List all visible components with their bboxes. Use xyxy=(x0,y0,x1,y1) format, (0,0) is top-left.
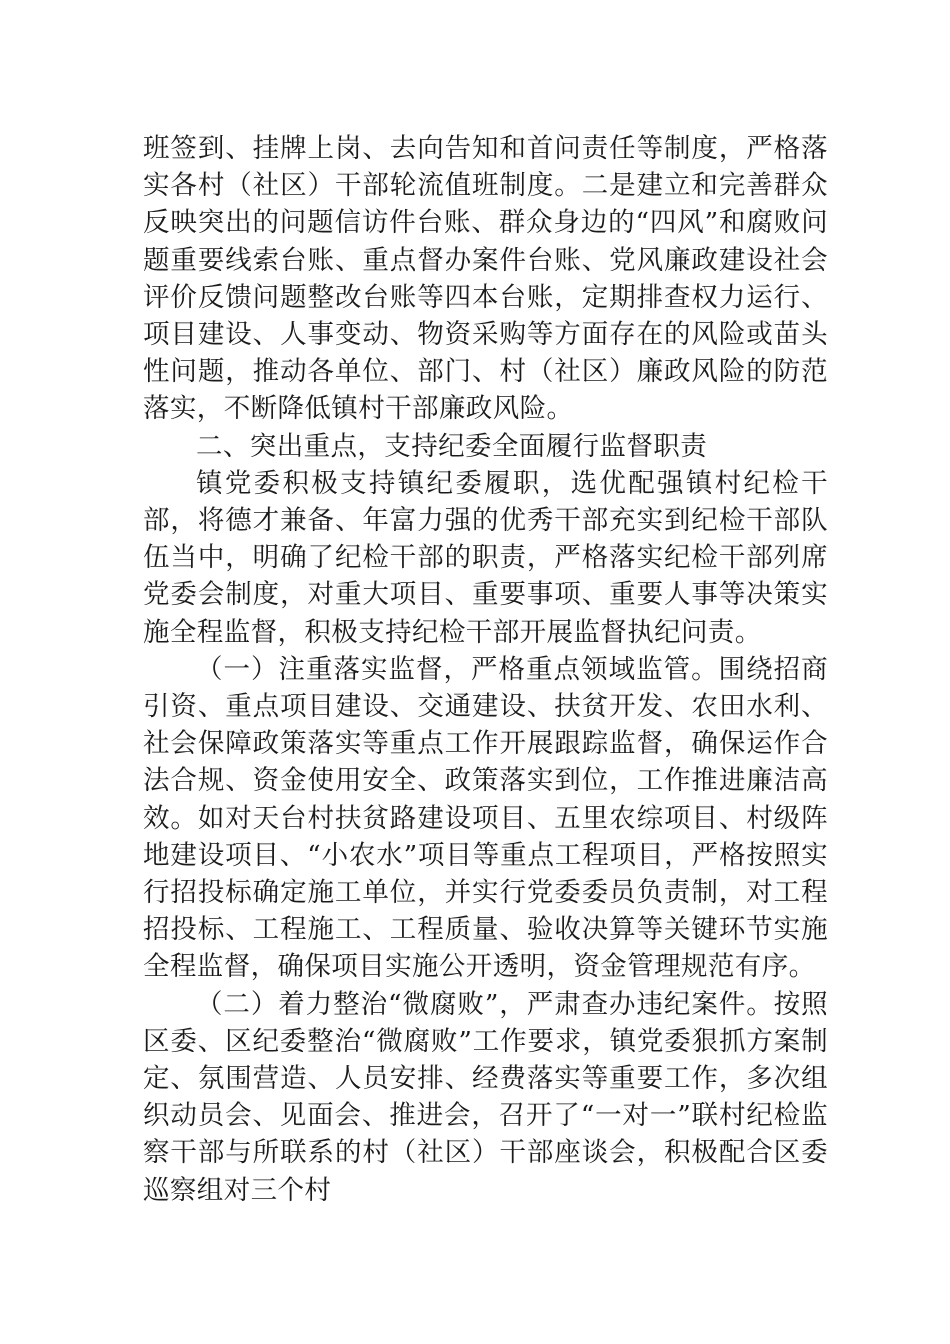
paragraph-subsection-2: （二）着力整治“微腐败”，严肃查办违纪案件。按照区委、区纪委整治“微腐败”工作要求，镇党委狠抓方案制定、氛围营造、人员安排、经费落实等重要工作，多次组织动员会、见面会、推进会，召开了“一对一”联村纪检监察干部与所联系的村（社区）干部座谈会，积极配合区委巡察组对三个村 xyxy=(143,988,828,1206)
paragraph-subsection-1: （一）注重落实监督，严格重点领域监管。围绕招商引资、重点项目建设、交通建设、扶贫开发、农田水利、社会保障政策落实等重点工作开展跟踪监督，确保运作合法合规、资金使用安全、政策落实到位，工作推进廉洁高效。如对天台村扶贫路建设项目、五里农综项目、村级阵地建设项目、“小农水”项目等重点工程项目，严格按照实行招投标确定施工单位，并实行党委委员负责制，对工程招投标、工程施工、工程质量、验收决算等关键环节实施全程监督，确保项目实施公开透明，资金管理规范有序。 xyxy=(143,653,828,983)
paragraph: 镇党委积极支持镇纪委履职，选优配强镇村纪检干部，将德才兼备、年富力强的优秀干部充实到纪检干部队伍当中，明确了纪检干部的职责，严格落实纪检干部列席党委会制度，对重大项目、重要事项、重要人事等决策实施全程监督，积极支持纪检干部开展监督执纪问责。 xyxy=(143,467,828,648)
section-heading: 二、突出重点，支持纪委全面履行监督职责 xyxy=(196,430,708,462)
paragraph-continuation: 班签到、挂牌上岗、去向告知和首问责任等制度，严格落实各村（社区）干部轮流值班制度。二是建立和完善群众反映突出的问题信访件台账、群众身边的“四风”和腐败问题重要线索台账、重点督办案件台账、党风廉政建设社会评价反馈问题整改台账等四本台账，定期排查权力运行、项目建设、人事变动、物资采购等方面存在的风险或苗头性问题，推动各单位、部门、村（社区）廉政风险的防范落实，不断降低镇村干部廉政风险。 xyxy=(143,133,828,425)
document-body xyxy=(143,130,828,1209)
